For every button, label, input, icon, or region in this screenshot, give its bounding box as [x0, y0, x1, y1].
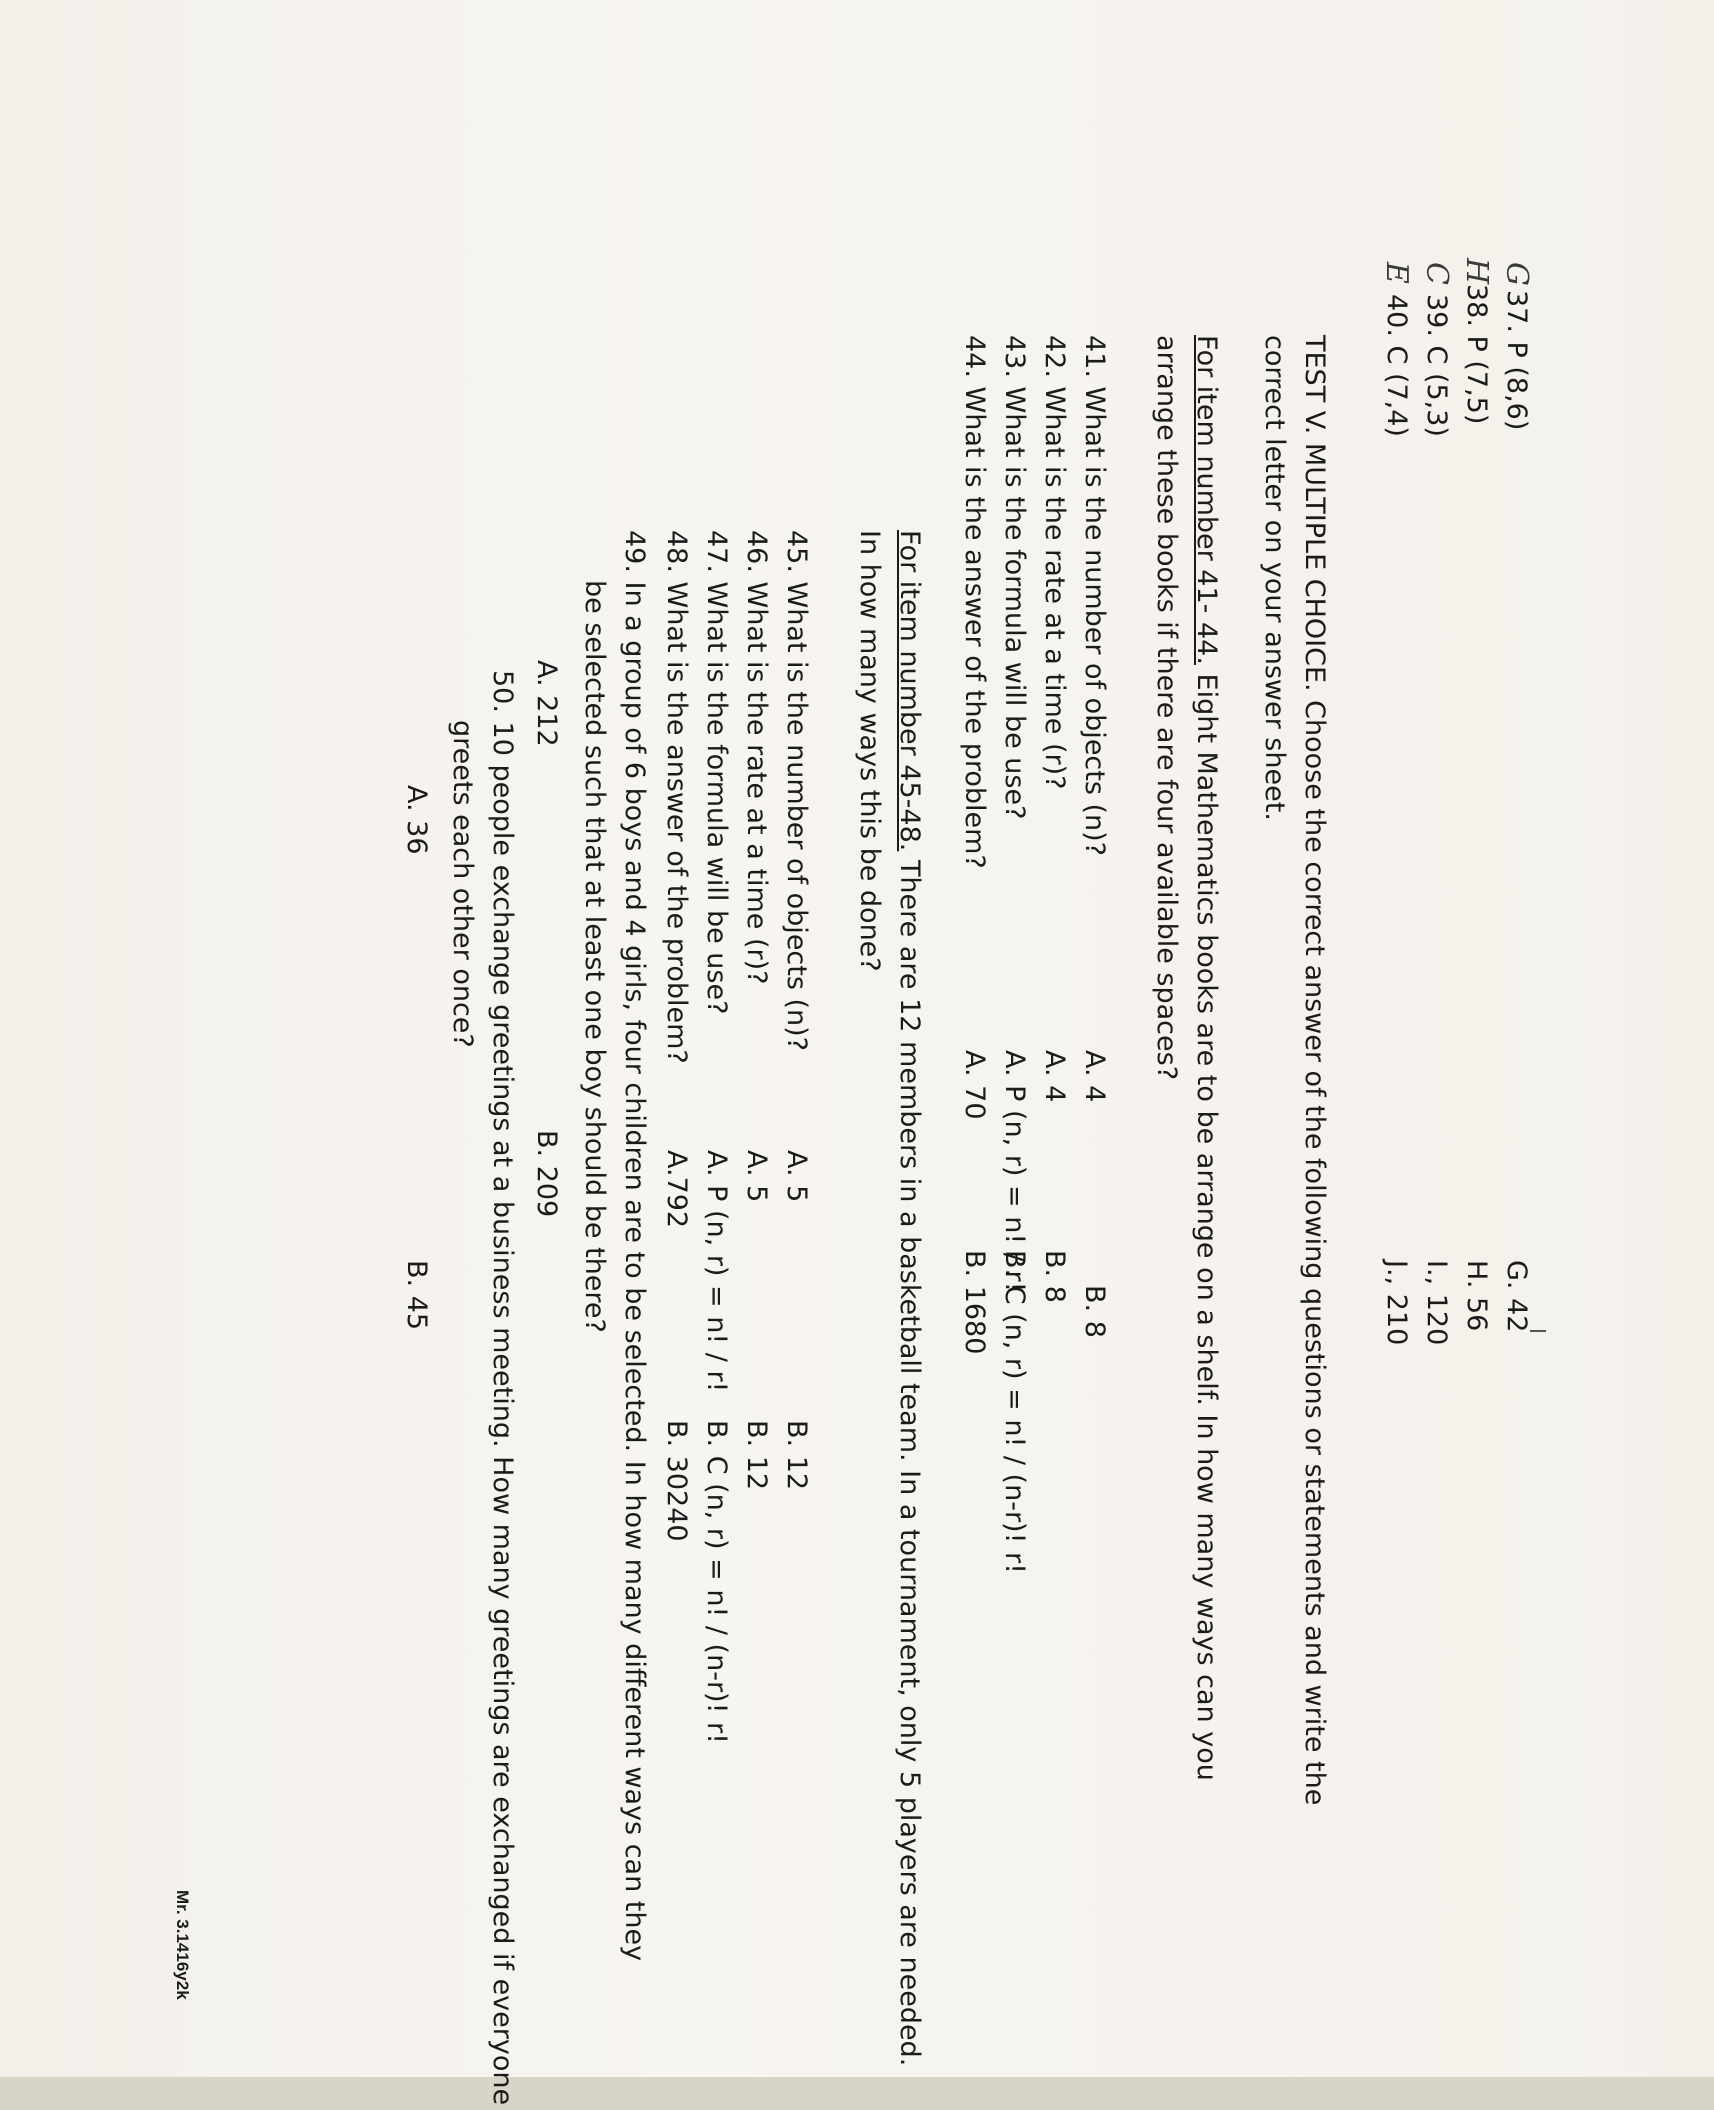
option-43-b: B. C (n, r) = n! / (n-r)! r! [999, 1250, 1030, 1574]
option-47-a: A. P (n, r) = n! / r! [701, 1150, 732, 1393]
handwritten-answer-39: C [1419, 262, 1454, 285]
option-42-a: A. 4 [1039, 1050, 1070, 1103]
pen-tick-mark [1530, 1330, 1546, 1332]
worksheet-page [40, 250, 1540, 2110]
item-40: 40. C (7,4) [1381, 294, 1412, 437]
question-48: 48. What is the answer of the problem? [661, 530, 692, 1064]
block2-text: There are 12 members in a basketball team. In a tournament, only 5 players are needed. [894, 851, 925, 2067]
block1-lead: For item number 41- 44. [1191, 335, 1222, 665]
option-49-a: A. 212 [531, 660, 562, 747]
teacher-signature: Mr. 3.1416y2k [173, 1890, 192, 2000]
choice-h: H. 56 [1461, 1260, 1492, 1332]
question-50-line-1: 50. 10 people exchange greetings at a business meeting. How many greetings are exchanged if everyone [487, 670, 518, 2106]
question-49-line-1: 49. In a group of 6 boys and 4 girls, four children are to be selected. In how many different ways can they [619, 530, 650, 1962]
question-44: 44. What is the answer of the problem? [959, 335, 990, 869]
option-48-b: B. 30240 [661, 1420, 692, 1542]
question-45: 45. What is the number of objects (n)? [781, 530, 812, 1052]
handwritten-answer-37: G [1499, 262, 1534, 286]
handwritten-answer-40: E [1379, 262, 1414, 284]
block1-intro [1191, 335, 1222, 1781]
choice-j: J., 210 [1381, 1260, 1412, 1346]
option-44-a: A. 70 [959, 1050, 990, 1120]
block1-text: Eight Mathematics books are to be arrange on a shelf. In how many ways can you [1191, 664, 1222, 1781]
option-48-a: A.792 [661, 1150, 692, 1229]
option-44-b: B. 1680 [959, 1250, 990, 1355]
option-50-a: A. 36 [401, 785, 432, 855]
option-41-b: B. 8 [1079, 1285, 1110, 1338]
block2-intro [894, 530, 925, 2066]
option-45-b: B. 12 [781, 1420, 812, 1491]
block2-lead: For item number 45-48. [894, 530, 925, 852]
question-42: 42. What is the rate at a time (r)? [1039, 335, 1070, 790]
option-45-a: A. 5 [781, 1150, 812, 1203]
choice-i: I., 120 [1421, 1260, 1452, 1346]
item-37: 37. P (8,6) [1501, 290, 1532, 431]
question-46: 46. What is the rate at a time (r)? [741, 530, 772, 985]
block2-intro-line-2: In how many ways this be done? [854, 530, 885, 972]
choice-g: G. 42 [1501, 1260, 1532, 1333]
question-49-line-2: be selected such that at least one boy should be there? [579, 580, 610, 1333]
question-47: 47. What is the formula will be use? [701, 530, 732, 1015]
handwritten-answer-38: H [1459, 258, 1494, 285]
option-43-a: A. P (n, r) = n! / r! [999, 1050, 1030, 1293]
question-41: 41. What is the number of objects (n)? [1079, 335, 1110, 857]
question-50-line-2: greets each other once? [447, 720, 478, 1048]
option-46-a: A. 5 [741, 1150, 772, 1203]
option-42-b: B. 8 [1039, 1250, 1070, 1303]
test-heading-line-1: TEST V. MULTIPLE CHOICE. Choose the correct answer of the following questions or statements and write the [1299, 335, 1330, 1806]
option-47-b: B. C (n, r) = n! / (n-r)! r! [701, 1420, 732, 1744]
item-38: 38. P (7,5) [1461, 284, 1492, 425]
item-39: 39. C (5,3) [1421, 294, 1452, 437]
test-heading-line-2: correct letter on your answer sheet. [1259, 335, 1290, 821]
option-46-b: B. 12 [741, 1420, 772, 1491]
option-49-b: B. 209 [531, 1130, 562, 1218]
option-50-b: B. 45 [401, 1260, 432, 1331]
option-41-a: A. 4 [1079, 1050, 1110, 1103]
question-43: 43. What is the formula will be use? [999, 335, 1030, 820]
block1-intro-line-2: arrange these books if there are four available spaces? [1151, 335, 1182, 1081]
